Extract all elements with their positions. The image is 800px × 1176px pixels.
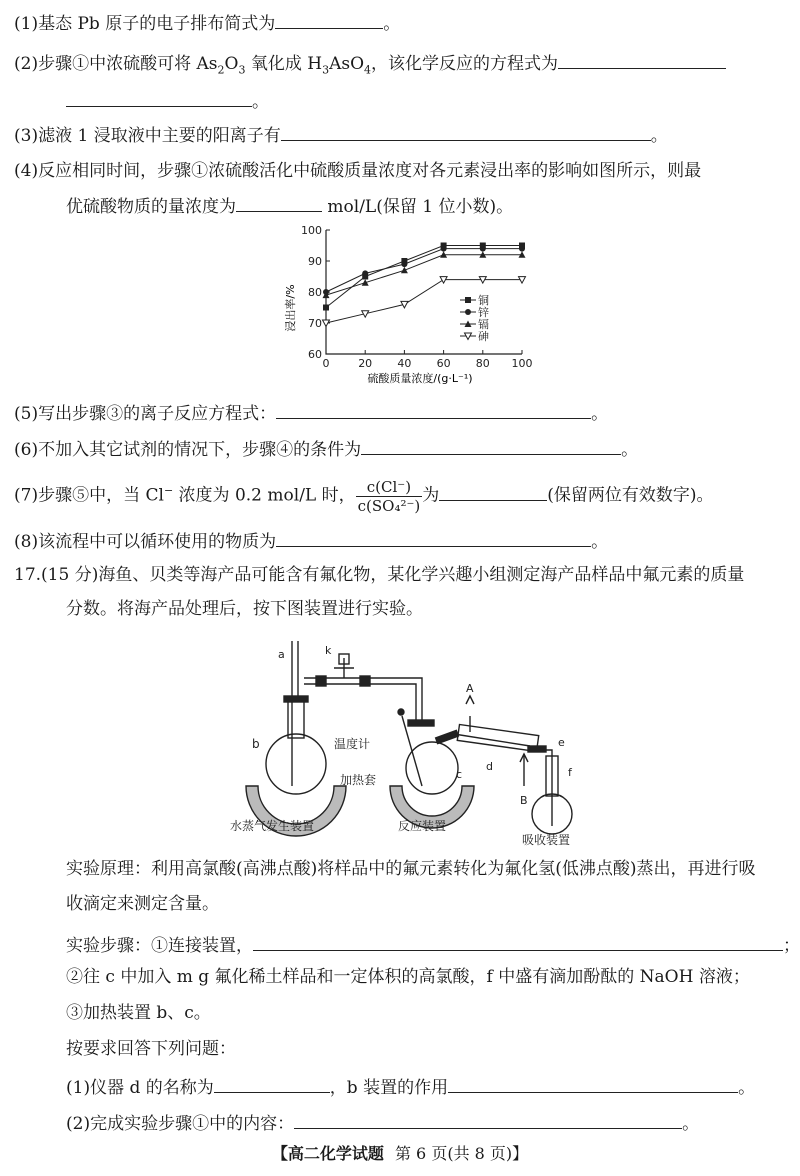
- label-e: e: [558, 736, 565, 749]
- answer-blank[interactable]: [281, 122, 651, 141]
- label-B: B: [520, 794, 528, 807]
- label-b: b: [252, 737, 260, 751]
- chart-legend-label: 砷: [478, 330, 489, 343]
- chart-ytick-label: 90: [308, 255, 322, 268]
- leaching-rate-chart: [280, 222, 540, 387]
- chart-series-line: [326, 255, 522, 295]
- q17-heading-cont: 分数。将海产品处理后，按下图装置进行实验。: [66, 599, 423, 619]
- answer-blank[interactable]: [439, 482, 547, 501]
- apparatus-diagram: [230, 636, 590, 856]
- chart-legend-label: 镉: [478, 318, 489, 331]
- answer-blank[interactable]: [276, 528, 591, 547]
- label-heating-mantle: 加热套: [340, 773, 377, 787]
- q17-principle-cont: 收滴定来测定含量。: [66, 894, 219, 914]
- chart-ytick-label: 80: [308, 286, 322, 299]
- chart-ytick-label: 100: [301, 224, 322, 237]
- chart-ylabel: 浸出率/%: [284, 284, 297, 332]
- chart-xtick-label: 40: [397, 357, 412, 370]
- q16-item-6: (6)不加入其它试剂的情况下，步骤④的条件为 。: [14, 436, 638, 461]
- answer-blank[interactable]: [448, 1074, 738, 1093]
- page-footer: 【高二化学试题 第 6 页(共 8 页)】: [271, 1144, 529, 1163]
- label-a: a: [278, 648, 285, 661]
- answer-blank[interactable]: [253, 932, 783, 951]
- q16-item-5: (5)写出步骤③的离子反应方程式： 。: [14, 400, 608, 425]
- q17-heading: 17.(15 分)海鱼、贝类等海产品可能含有氟化物，某化学兴趣小组测定海产品样品中氟元素的质量: [14, 565, 745, 585]
- answer-blank[interactable]: [276, 400, 591, 419]
- caption-reaction: 反应装置: [398, 819, 447, 833]
- q16-item-1: (1)基态 Pb 原子的电子排布简式为 。: [14, 10, 400, 35]
- chart-point: [362, 270, 368, 276]
- label-d: d: [486, 760, 493, 773]
- q17-subquestion-1: (1)仪器 d 的名称为 ，b 装置的作用 。: [66, 1074, 755, 1099]
- chart-xtick-label: 100: [511, 357, 533, 370]
- chart-point: [362, 279, 369, 286]
- q17-principle: 实验原理：利用高氯酸(高沸点酸)将样品中的氟元素转化为氟化氢(低沸点酸)蒸出，再进行吸: [66, 859, 756, 879]
- chart-point: [401, 261, 407, 267]
- chart-point: [401, 267, 408, 274]
- q17-steps-1: 实验步骤：①连接装置， ；: [66, 932, 800, 957]
- label-f: f: [568, 766, 572, 779]
- chart-xtick-label: 20: [358, 357, 373, 370]
- answer-blank[interactable]: [294, 1110, 682, 1129]
- q17-ask: 按要求回答下列问题：: [66, 1039, 236, 1059]
- chart-xtick-label: 0: [322, 357, 330, 370]
- answer-blank[interactable]: [275, 10, 383, 29]
- chart-ytick-label: 70: [308, 317, 322, 330]
- chart-legend-marker: [465, 309, 471, 315]
- ratio-fraction: $\frac{c(Cl^-)}{\text{c(SO₄²⁻)}}$: [357, 477, 421, 515]
- q16-item-8: (8)该流程中可以循环使用的物质为 。: [14, 528, 608, 553]
- chart-xtick-label: 80: [475, 357, 490, 370]
- chart-xtick-label: 60: [436, 357, 451, 370]
- q16-item-4: (4)反应相同时间，步骤①浓硫酸活化中硫酸质量浓度对各元素浸出率的影响如图所示，则最: [14, 161, 702, 181]
- answer-blank[interactable]: [361, 436, 621, 455]
- answer-blank[interactable]: [214, 1074, 330, 1093]
- chart-point: [323, 305, 329, 311]
- q16-item-7: (7)步骤⑤中，当 Cl− 浓度为 0.2 mol/L 时， $\frac{c(Cl^-)}{\text{c(SO₄²⁻)}}$ 为 (保留两位有效数字)。: [14, 477, 714, 515]
- answer-blank[interactable]: [66, 88, 252, 107]
- q17-subquestion-2: (2)完成实验步骤①中的内容： 。: [66, 1110, 699, 1135]
- chart-point: [441, 246, 447, 252]
- answer-blank[interactable]: [558, 50, 726, 69]
- label-k: k: [325, 644, 332, 657]
- q17-steps-2: ②往 c 中加入 m g 氟化稀土样品和一定体积的高氯酸，f 中盛有滴加酚酞的 NaOH 溶液；: [66, 967, 750, 987]
- chart-legend-label: 锌: [478, 306, 489, 319]
- q16-item-3: (3)滤液 1 浸取液中主要的阳离子有 。: [14, 122, 668, 147]
- q16-item-2-cont: 。: [66, 88, 269, 113]
- caption-absorption: 吸收装置: [522, 833, 571, 847]
- q17-steps-3: ③加热装置 b、c。: [66, 1003, 211, 1023]
- chart-xlabel: 硫酸质量浓度/(g·L⁻¹): [367, 372, 473, 385]
- chart-point: [519, 246, 525, 252]
- label-A: A: [466, 682, 474, 695]
- answer-blank[interactable]: [236, 193, 322, 212]
- q16-item-4-cont: 优硫酸物质的量浓度为 mol/L(保留 1 位小数)。: [66, 193, 513, 218]
- chart-legend-marker: [465, 297, 471, 303]
- q16-item-2: (2)步骤①中浓硫酸可将 $As_2O_3$ 氧化成 $H_3AsO_4$，该化学反应的方程式为: [14, 50, 726, 81]
- chart-point: [480, 246, 486, 252]
- label-c: c: [456, 768, 463, 781]
- label-thermometer: 温度计: [334, 737, 371, 751]
- chart-ytick-label: 60: [308, 348, 322, 361]
- chart-legend-label: 铜: [478, 294, 489, 307]
- caption-steam-generator: 水蒸气发生装置: [230, 819, 315, 833]
